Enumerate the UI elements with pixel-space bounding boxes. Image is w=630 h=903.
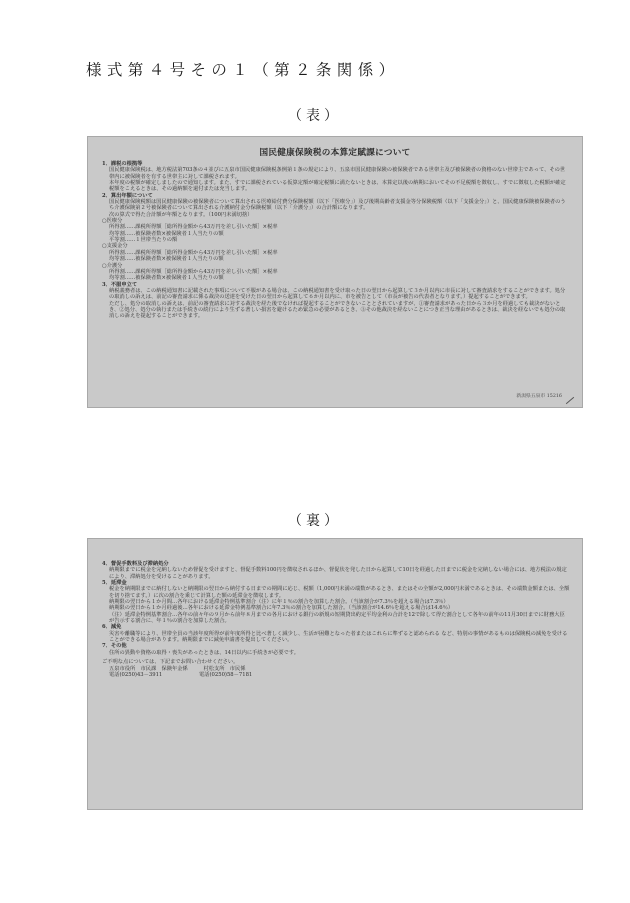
front-panel-title: 国民健康保険税の本算定賦課について bbox=[259, 148, 411, 158]
text-line: ご不明な点については、下記までお問い合わせください。 bbox=[102, 659, 239, 666]
section-heading: 3．不服申立て bbox=[102, 281, 138, 288]
text-line: 住所の異動や資格の取得・喪失があったときは、14日以内に手続きが必要です。 bbox=[109, 649, 299, 656]
section-heading: 1．課税の根拠等 bbox=[102, 161, 143, 167]
text-line: 次の算式で得た合計額が年額となります。（100円未満切捨） bbox=[109, 211, 253, 218]
section-heading: 5．延滞金 bbox=[102, 580, 127, 587]
text-line: 均等割……被保険者数×被保険者１人当たりの額 bbox=[109, 256, 224, 263]
text-line: 災害や離職等により、世帯全員の当該年度所得が前年度所得と比べ著しく減少し、生活が困難となった者またはこれらに準ずると認められる など、特別の事情があるものは保険税の減免を受けることができる場合があります。納期限までに減免申請書を提出してください。 bbox=[109, 630, 568, 644]
section-heading: 2．算出年額について bbox=[102, 192, 153, 199]
corner-mark-icon bbox=[566, 397, 574, 404]
front-side-label: （表） bbox=[288, 108, 342, 124]
text-line: 均等割……被保険者数×被保険者１人当たりの額 bbox=[109, 230, 224, 237]
text-line: 納税義務者は、この納税通知書に記載された事項について不服がある場合は、この納税通知書を受け取った日の翌日から起算して３か月以内に市長に対して審査請求をすることができます。処分の取消しの訴えは、前記の審査請求に係る裁決の送達を受けた日の翌日から起算して６か月以内に、市を被告として（市長が被告の代表者となります。）提起することができます。 bbox=[109, 287, 566, 301]
text-line: 均等割……被保険者数×被保険者１人当たりの額 bbox=[109, 275, 224, 282]
section-heading: 7．その他 bbox=[102, 643, 127, 650]
text-line: 五泉市役所 市民課 保険年金係 村松支所 市民係 bbox=[109, 665, 246, 672]
text-line: 所得割……課税所得額［総所得金額から43万円を差し引いた額］×税率 bbox=[109, 249, 278, 256]
text-line: ○支援金分 bbox=[102, 243, 128, 250]
text-line: ○介護分 bbox=[102, 262, 123, 269]
text-line: 納期限の翌日から１か月経過後…各年における延滞金特例基準割合に年7.3％の割合を加算した割合。（当該割合が14.6％を超える場合は14.6％） bbox=[109, 605, 454, 612]
text-line: ただし、処分の取消しの訴えは、前記の審査請求に対する裁決を経た後でなければ提起することができないこととされていますが、①審査請求があった日から３か月を経過しても裁決がないとき、②処分、処分の執行または手続きの続行により生ずる著しい損害を避けるため緊急の必要があるとき、③その他裁決を経ないことにつき正当な理由があるときは、裁決を経ないでも処分の取消しの訴えを提起することができます。 bbox=[109, 300, 566, 320]
text-line: 国民健康保険税は、地方税法第703条の４並びに五泉市国民健康保険税条例第１条の規定により、五泉市国民健康保険の被保険者である世帯主及び被保険者の資格のない世帯主であって、その世帯内に被保険者を有する世帯主に対して課税されます。 bbox=[109, 167, 566, 180]
section-heading: 6．減免 bbox=[102, 624, 122, 631]
text-line: 本年度の税額が確定しましたので通知します。また、すでに課税されている仮算定額が確定税額に満たないときは、本算定以後の納期においてその不足税額を徴収し、すでに徴収した税額が確定税額をこえるときは、その過納額を還付または充当します。 bbox=[109, 180, 566, 193]
section-heading: 4．督促手数料及び滞納処分 bbox=[102, 561, 169, 567]
text-line: 国民健康保険税額は国民健康保険の被保険者について算出される医療給付費分保険税額（以下「医療分」）及び後期高齢者支援金等分保険税額（以下「支援金分」）と、国民健康保険被保険者のうち介護保険第２号被保険者について算出される介護納付金分保険税額（以下「介護分」）の合計額になります。 bbox=[109, 199, 566, 212]
back-panel-body bbox=[88, 539, 582, 678]
form-number-title: 様式第４号その１（第２条関係） bbox=[86, 61, 400, 79]
text-line: 平等割……１世帯当たりの額 bbox=[109, 237, 178, 244]
text-line: 所得割……課税所得額［総所得金額から43万円を差し引いた額］×税率 bbox=[109, 268, 278, 275]
back-side-label: （裏） bbox=[288, 513, 342, 529]
text-line: 納期限までに税金を完納しないため督促を受けますと、督促手数料100円を徴収されるほか、督促状を発した日から起算して10日を経過した日までに税金を完納しない場合には、地方税法の規定により、滞納処分を受けることがあります。 bbox=[109, 567, 567, 580]
text-line: ○医療分 bbox=[102, 218, 123, 225]
text-line: 所得割……課税所得額［総所得金額から43万円を差し引いた額］×税率 bbox=[109, 224, 278, 231]
text-line: 電話(0250)43－3911 電話(0250)58－7181 bbox=[109, 671, 253, 678]
text-line: 納期限の翌日から１か月間…各年における延滞金特例基準割合（注）に年１％の割合を加算した割合。（当該割合が7.3％を超える場合は7.3％） bbox=[109, 599, 449, 606]
front-notice-panel bbox=[87, 136, 583, 408]
text-line: （注）延滞金特例基準割合…各年の前々年の９月から前年８月までの各月における銀行の新規の短期貸出約定平均金利の合計を12で除して得た割合として各年の前年の11月30日までに財務大臣が告示する割合に、年１％の割合を加算した割合。 bbox=[109, 611, 565, 625]
front-panel-body bbox=[88, 161, 582, 320]
panel-stamp: 新潟県五泉市 15216 bbox=[516, 394, 562, 399]
text-line: 税金を納期限までに納付しないと納期限の翌日から納付する日までの期間に応じ、税額（1,000円未満の端数があるとき、またはその全額が2,000円未満であるときは、その端数金額または、全額を切り捨てます。）に次の割合を乗じて計算した額の延滞金を徴収します。 bbox=[109, 586, 570, 599]
back-notice-panel bbox=[87, 538, 583, 810]
